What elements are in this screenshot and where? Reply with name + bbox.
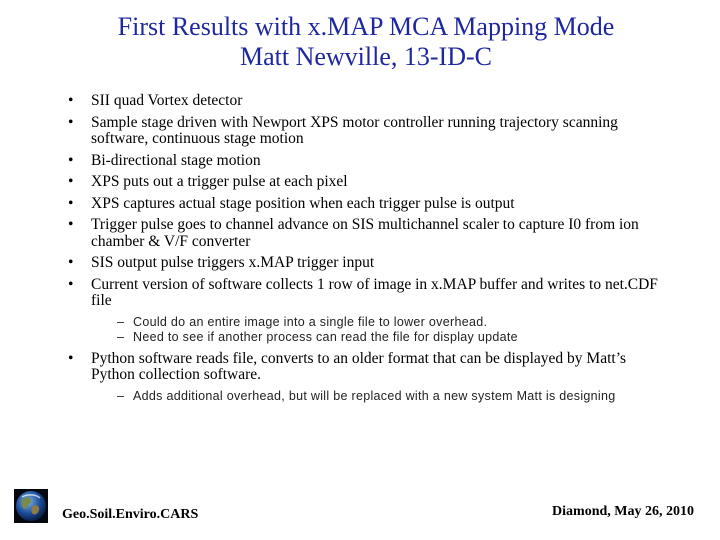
bullet-list: [68, 93, 668, 410]
title-line-1: First Results with x.MAP MCA Mapping Mode: [117, 12, 615, 41]
bullet-text: Current version of software collects 1 row of image in x.MAP buffer and writes to net.CDF file: [91, 275, 658, 309]
bullet-item: [68, 277, 668, 345]
bullet-item: • XPS puts out a trigger pulse at each pixel: [68, 174, 668, 191]
bullet-item: • SIS output pulse triggers x.MAP trigger input: [68, 255, 668, 272]
slide-title: [0, 12, 720, 72]
sub-bullet-item: – Adds additional overhead, but will be replaced with a new system Matt is designing: [117, 389, 668, 404]
sub-bullet-list: [91, 389, 668, 404]
sub-bullet-item: – Need to see if another process can read the file for display update: [117, 330, 668, 345]
bullet-item: [68, 351, 668, 404]
bullet-item: • Bi-directional stage motion: [68, 153, 668, 170]
bullet-item: • XPS captures actual stage position when each trigger pulse is output: [68, 196, 668, 213]
bullet-item: • SII quad Vortex detector: [68, 93, 668, 110]
bullet-item: • Sample stage driven with Newport XPS motor controller running trajectory scanning software, continuous stage motion: [68, 115, 668, 148]
bullet-item: • Trigger pulse goes to channel advance on SIS multichannel scaler to capture I0 from ion chamber & V/F converter: [68, 217, 668, 250]
footer-event: Diamond, May 26, 2010: [552, 504, 694, 519]
title-line-2: Matt Newville, 13-ID-C: [239, 42, 492, 71]
sub-bullet-list: [91, 315, 668, 345]
earth-globe-icon: [14, 489, 48, 523]
sub-bullet-item: – Could do an entire image into a single file to lower overhead.: [117, 315, 668, 330]
bullet-text: Python software reads file, converts to an older format that can be displayed by Matt’s Python collection software.: [91, 349, 627, 383]
footer-org: Geo.Soil.Enviro.CARS: [62, 507, 199, 522]
